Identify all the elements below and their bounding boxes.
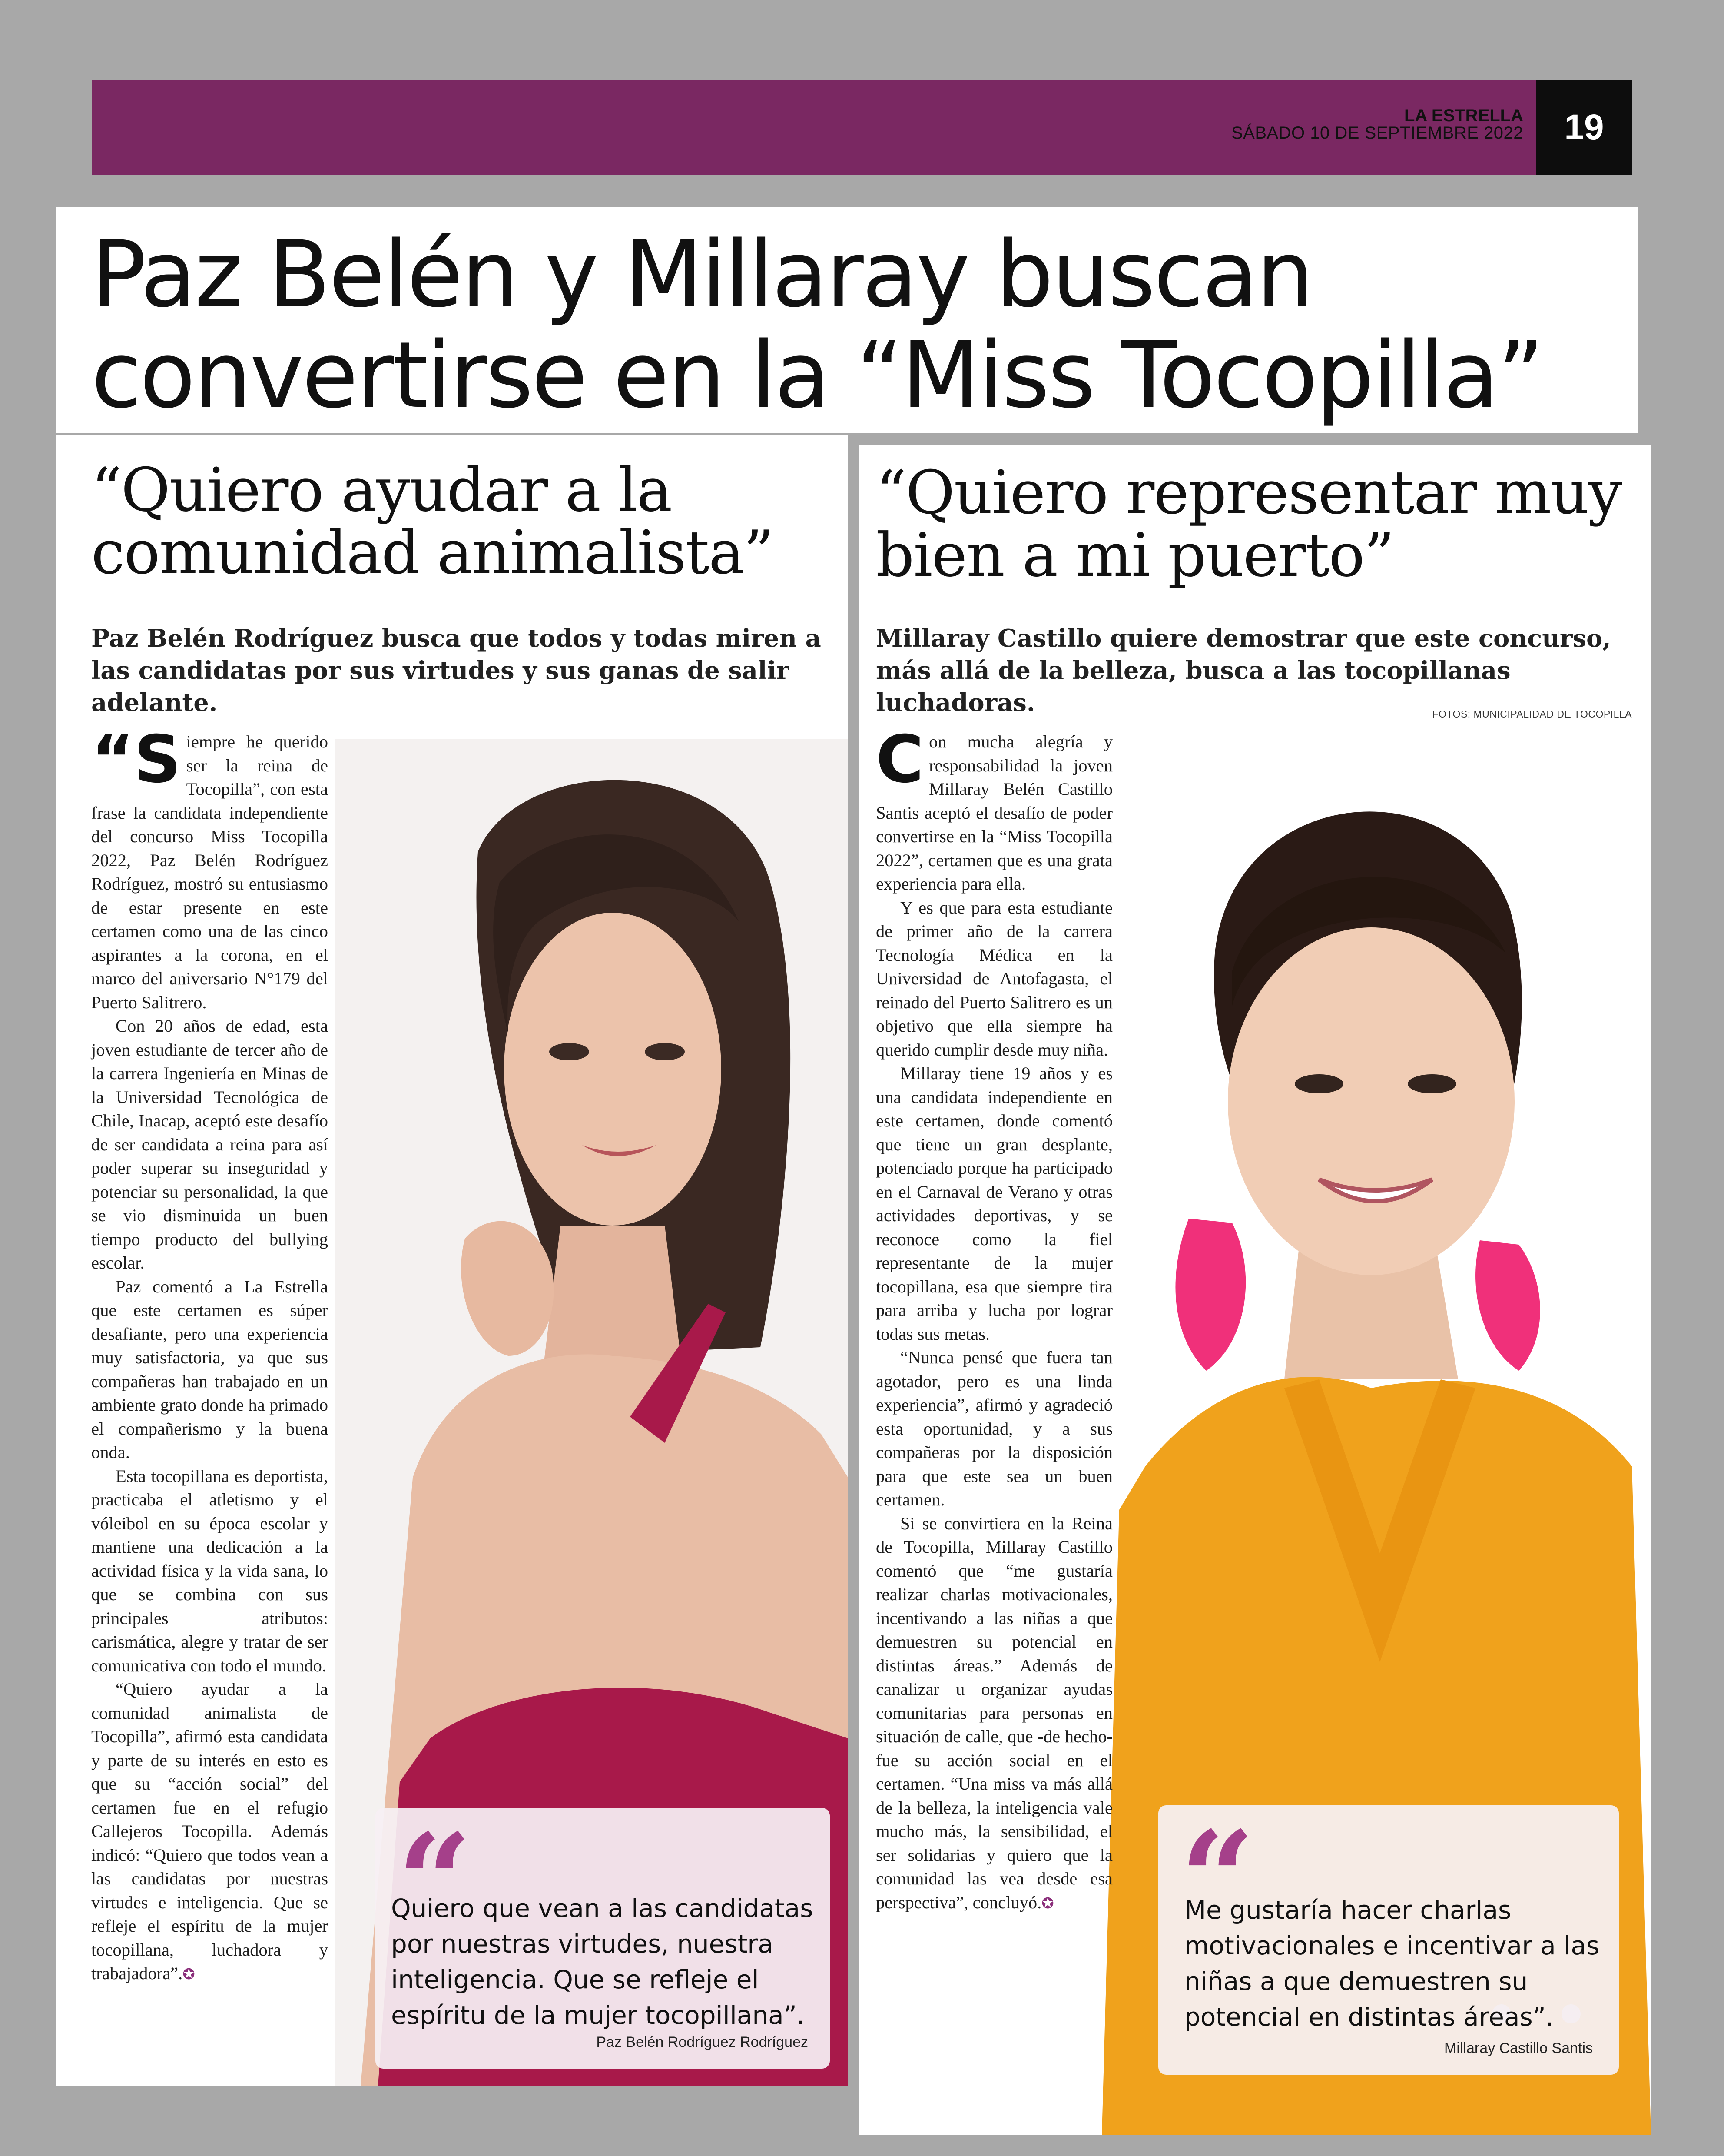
left-paragraph: Con 20 años de edad, esta joven estudiante de tercer año de la carrera Ingeniería en Minas de la Universidad Tecnológica de Chile, Inacap, aceptó este desafío de ser candidata a reina para así poder superar su inseguridad y potenciar su personalidad, la que se vio disminuida un buen tiempo producto del bullying escolar. bbox=[91, 1016, 328, 1272]
left-pull-quote bbox=[375, 1805, 830, 2069]
right-subhead: “Quiero representar muy bien a mi puerto” bbox=[876, 458, 1621, 590]
left-dropcap: “S bbox=[91, 722, 181, 797]
left-subhead: “Quiero ayudar a la comunidad animalista” bbox=[91, 455, 773, 588]
article-right bbox=[859, 445, 1651, 2135]
left-paragraph-text: “Quiero ayudar a la comunidad animalista de Tocopilla”, afirmó esta candidata y parte de su interés en esto es que su “acción social” del certamen fue en el refugio Callejeros Tocopilla. Además indicó: “Quiero que todos vean a las candidatas por nuestras virtudes e inteligencia. Que se refleje el espíritu de la mujer tocopillana, luchadora y trabajadora”. bbox=[91, 1679, 328, 1983]
publication-date: SÁBADO 10 DE SEPTIEMBRE 2022 bbox=[1231, 123, 1523, 143]
right-pull-quote-author: Millaray Castillo Santis bbox=[1444, 2040, 1593, 2056]
headline-band bbox=[56, 207, 1638, 433]
right-paragraph: “Nunca pensé que fuera tan agotador, pero es una linda experiencia”, afirmó y agradeció esta oportunidad, y a sus compañeras por la disposición para que este sea un buen certamen. bbox=[876, 1348, 1113, 1509]
masthead bbox=[1231, 107, 1523, 142]
headline: Paz Belén y Millaray buscan convertirse en la “Miss Tocopilla” bbox=[91, 221, 1543, 429]
left-paragraph: Esta tocopillana es deportista, practicaba el atletismo y el vóleibol en su época escolar y mantiene una dedicación a la actividad física y la vida sana, lo que se combina con sus principales atributos: carismática, alegre y tratar de ser comunicativa con todo el mundo. bbox=[91, 1466, 328, 1675]
right-body bbox=[876, 722, 1113, 1916]
page-header-bar bbox=[92, 80, 1632, 175]
right-pull-quote-text: Me gustaría hacer charlas motivacionales e incentivar a las niñas a que demuestren su potencial en distintas áreas”. bbox=[1184, 1895, 1600, 2032]
right-pull-quote bbox=[1158, 1802, 1619, 2075]
right-paragraph: Millaray tiene 19 años y es una candidata independiente en este certamen, donde comentó que tiene un gran desplante, potenciado porque ha participado en el Carnaval de Verano y otras actividades deportivas, y se reconoce como la fiel representante de la mujer tocopillana, esa que siempre tira para arriba y lucha por lograr todas sus metas. bbox=[876, 1063, 1113, 1344]
page-number: 19 bbox=[1536, 80, 1632, 175]
quote-mark-icon: “ bbox=[1180, 1802, 1255, 1956]
article-left bbox=[56, 435, 848, 2086]
right-paragraph-text: Si se convirtiera en la Reina de Tocopilla, Millaray Castillo comentó que “me gustaría realizar charlas motivacionales, incentivando a las niñas a que demuestren su potencial en distintas áreas.” Además de canalizar u organizar ayudas comunitarias para personas en situación de calle, que -de hecho- fue su acción social en el certamen. “Una miss va más allá de la belleza, la inteligencia vale mucho más, la sensibilidad, el ser solidarias y quiero que la comunidad las vea desde esa perspectiva”, concluyó. bbox=[876, 1513, 1113, 1912]
left-paragraph: iempre he querido ser la reina de Tocopilla”, con esta frase la candidata independiente del concurso Miss Tocopilla 2022, Paz Belén Rodríguez Rodríguez, mostró su entusiasmo de estar presente en este certamen como una de las cinco aspirantes a la corona, en el marco del aniversario N°179 del Puerto Salitrero. bbox=[91, 732, 328, 1012]
right-paragraph: Y es que para esta estudiante de primer año de la carrera Tecnología Médica en la Universidad de Antofagasta, el reinado del Puerto Salitrero es un objetivo que ella siempre ha querido cumplir desde muy niña. bbox=[876, 897, 1113, 1060]
left-deck: Paz Belén Rodríguez busca que todos y todas miren a las candidatas por sus virtudes y sus ganas de salir adelante. bbox=[91, 624, 821, 717]
left-paragraph: Paz comentó a La Estrella que este certamen es súper desafiante, pero una experiencia muy satisfactoria, ya que sus compañeras han trabajado en un ambiente grato donde ha primado el compañerismo y la buena onda. bbox=[91, 1276, 328, 1462]
left-paragraph bbox=[91, 1678, 328, 1987]
end-mark-icon: ✪ bbox=[1041, 1895, 1054, 1912]
right-paragraph bbox=[876, 1512, 1113, 1916]
left-pull-quote-author: Paz Belén Rodríguez Rodríguez bbox=[596, 2034, 808, 2050]
end-mark-icon: ✪ bbox=[182, 1967, 195, 1983]
right-paragraph: on mucha alegría y responsabilidad la joven Millaray Belén Castillo Santis aceptó el desafío de poder convertirse en la “Miss Tocopilla 2022”, certamen que es una grata experiencia para ella. bbox=[876, 732, 1113, 894]
publication-name: LA ESTRELLA bbox=[1404, 106, 1523, 125]
right-deck: Millaray Castillo quiere demostrar que este concurso, más allá de la belleza, busca a las tocopillanas luchadoras. bbox=[876, 624, 1611, 717]
right-dropcap: C bbox=[876, 722, 924, 797]
left-body bbox=[91, 722, 328, 1987]
photo-credit: FOTOS: MUNICIPALIDAD DE TOCOPILLA bbox=[1432, 708, 1632, 720]
left-pull-quote-text: Quiero que vean a las candidatas por nuestras virtudes, nuestra inteligencia. Que se refleje el espíritu de la mujer tocopillana”. bbox=[391, 1894, 813, 2030]
quote-mark-icon: “ bbox=[397, 1805, 472, 1958]
